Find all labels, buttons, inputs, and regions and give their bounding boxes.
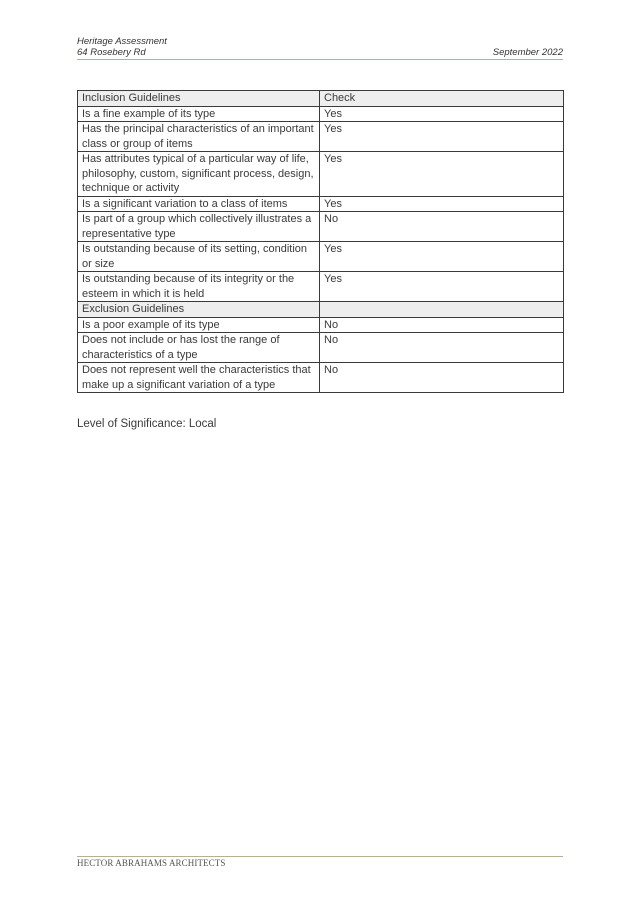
check-cell: Yes — [320, 106, 564, 122]
criterion-cell: Does not represent well the characteristics that make up a significant variation of a type — [78, 363, 320, 393]
document-date: September 2022 — [492, 47, 563, 58]
table-row — [78, 272, 564, 302]
table-row — [78, 212, 564, 242]
check-cell: No — [320, 363, 564, 393]
check-cell: No — [320, 333, 564, 363]
criterion-cell: Does not include or has lost the range of characteristics of a type — [78, 333, 320, 363]
table-row — [78, 152, 564, 197]
table-row — [78, 106, 564, 122]
table-row — [78, 333, 564, 363]
inclusion-header-row — [78, 91, 564, 107]
significance-level: Level of Significance: Local — [77, 418, 217, 430]
header-divider — [77, 59, 563, 60]
page-header — [77, 36, 563, 58]
property-address: 64 Rosebery Rd — [77, 47, 146, 58]
table-row — [78, 196, 564, 212]
check-cell: Yes — [320, 196, 564, 212]
criterion-cell: Is a fine example of its type — [78, 106, 320, 122]
check-cell: Yes — [320, 152, 564, 197]
footer-firm-name: HECTOR ABRAHAMS ARCHITECTS — [77, 858, 226, 868]
criterion-cell: Has the principal characteristics of an important class or group of items — [78, 122, 320, 152]
document-title: Heritage Assessment — [77, 36, 167, 47]
check-header: Check — [320, 91, 564, 107]
criterion-cell: Is a poor example of its type — [78, 317, 320, 333]
check-cell: Yes — [320, 122, 564, 152]
criterion-cell: Has attributes typical of a particular way of life, philosophy, custom, significant process, design, technique or activity — [78, 152, 320, 197]
exclusion-header: Exclusion Guidelines — [78, 302, 320, 318]
check-cell: No — [320, 212, 564, 242]
criterion-cell: Is outstanding because of its integrity or the esteem in which it is held — [78, 272, 320, 302]
inclusion-header: Inclusion Guidelines — [78, 91, 320, 107]
check-cell: Yes — [320, 272, 564, 302]
exclusion-check-header — [320, 302, 564, 318]
criterion-cell: Is part of a group which collectively illustrates a representative type — [78, 212, 320, 242]
criterion-cell: Is a significant variation to a class of items — [78, 196, 320, 212]
guidelines-table — [77, 90, 564, 393]
check-cell: No — [320, 317, 564, 333]
header-row — [77, 47, 563, 58]
exclusion-header-row — [78, 302, 564, 318]
check-cell: Yes — [320, 242, 564, 272]
criterion-cell: Is outstanding because of its setting, condition or size — [78, 242, 320, 272]
footer-divider — [77, 856, 563, 857]
table-row — [78, 122, 564, 152]
table-row — [78, 317, 564, 333]
table-row — [78, 363, 564, 393]
table-row — [78, 242, 564, 272]
